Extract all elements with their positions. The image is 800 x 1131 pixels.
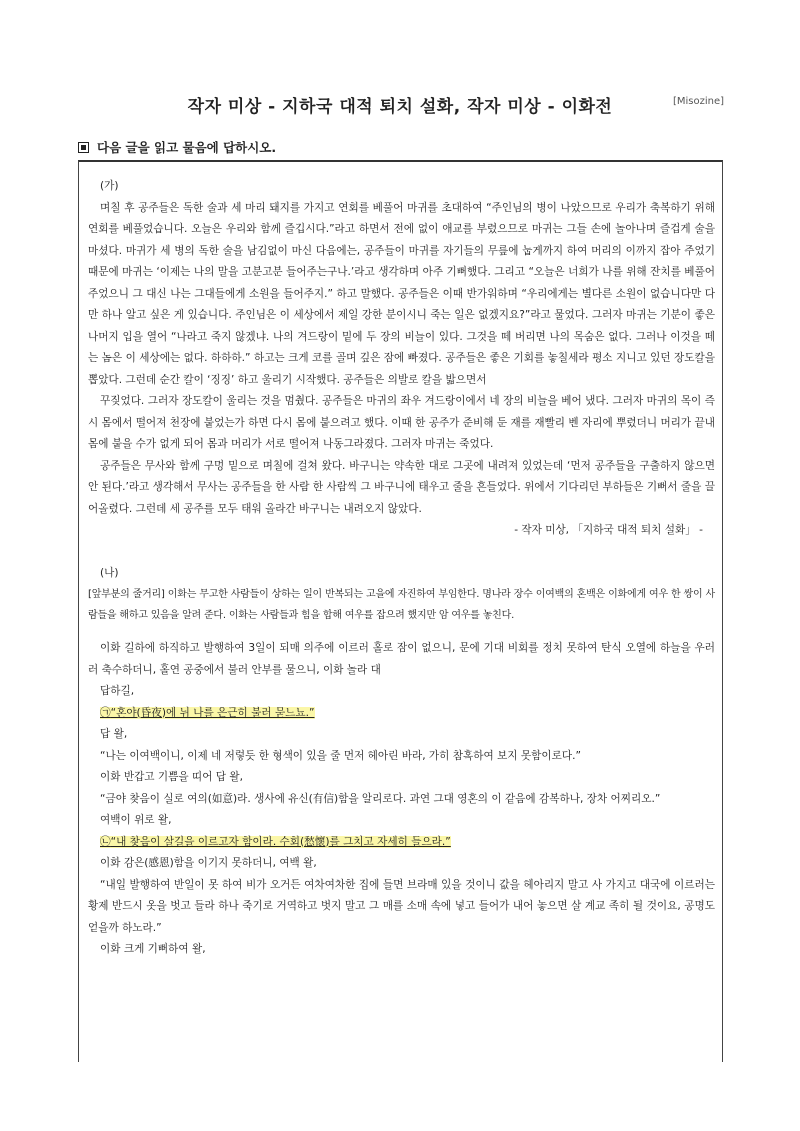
passage-ga-paragraph-1: 며칠 후 공주들은 독한 술과 세 마리 돼지를 가지고 연회를 베풀어 마귀를 초대하여 “주인님의 병이 나았으므로 우리가 축복하기 위해 연회를 베풀었습니다. 오늘은 우리와 함께 즐깁시다.”라고 하면서 전에 없이 애교를 부렸으므로 마귀는 그들 손에 놀아나며 즐겁게 술을 마셨다. 마귀가 세 병의 독한 술을 남김없이 마신 다음에는, 공주들이 마귀를 자기들의 무릎에 눕게까지 하여 머리의 이까지 잡아 주었기 때문에 마귀는 ‘이제는 나의 말을 고분고분 들어주는구나.’라고 생각하며 아주 기뻐했다. 그리고 “오늘은 너희가 나를 위해 잔치를 베풀어 주었으니 그 대신 나는 그대들에게 소원을 들어주지.” 하고 말했다. 공주들은 이때 반가워하며 “우리에게는 별다른 소원이 없습니다만 다만 하나 알고 싶은 게 있습니다. 주인님은 이 세상에서 제일 강한 분이시니 죽는 일은 없겠지요?”라고 물었다. 그러자 마귀는 기분이 좋은 나머지 입을 열어 “나라고 죽지 않겠냐. 나의 겨드랑이 밑에 두 장의 비늘이 있다. 그것을 떼 버리면 나의 목숨은 없다. 그러나 이것을 떼는 놈은 이 세상에는 없다. 하하하.” 하고는 크게 코를 골며 깊은 잠에 빠졌다. 공주들은 좋은 기회를 놓칠세라 평소 지니고 있던 장도칼을 뽑았다. 그런데 순간 칼이 ‘징징’ 하고 울리기 시작했다. 공주들은 의발로 칼을 밟으면서 — [88, 201, 715, 386]
passage-ga-label: (가) — [100, 180, 119, 192]
passage-ga-paragraph-2: 꾸짖었다. 그러자 장도칼이 울리는 것을 멈췄다. 공주들은 마귀의 좌우 겨드랑이에서 네 장의 비늘을 베어 냈다. 그러자 마귀의 목이 즉시 몸에서 떨어져 천장에 붙었는가 하면 다시 몸에 붙으려고 했다. 이때 한 공주가 준비해 둔 재를 재빨리 벤 자리에 뿌렸더니 머리가 끝내 몸에 붙을 수가 없게 되어 몸과 머리가 서로 떨어져 나동그라졌다. 그러자 마귀는 죽었다. — [88, 395, 715, 450]
passage-na-summary: [앞부분의 줄거리] 이화는 무고한 사람들이 상하는 일이 반복되는 고을에 자진하여 부임한다. 명나라 장수 이여백의 혼백은 이화에게 여우 한 쌍이 사람들을 해하고 있음을 알려 준다. 이화는 사람들과 힘을 합해 여우를 잡으려 했지만 암 여우를 놓친다. — [88, 589, 715, 621]
passage-na-paragraph-10: 이화 크게 기뻐하여 왈, — [100, 943, 206, 955]
quote-2-mark: ㉡ — [100, 835, 111, 848]
passage-ga-source: - 작자 미상, 「지하국 대적 퇴치 설화」 - — [514, 524, 703, 536]
quote-1-mark: ㉠ — [100, 706, 111, 719]
passage-na-paragraph-3: 답 왈, — [100, 728, 128, 740]
quote-2-text: “내 찾음이 살길을 이르고자 함이라. 수회(愁懷)를 그치고 자세히 들으라.” — [110, 835, 451, 848]
passage-na-paragraph-8: 이화 감은(感恩)함을 이기지 못하더니, 여백 왈, — [100, 857, 317, 869]
passage-na-paragraph-4: “나는 이여백이니, 이제 네 저렇듯 한 형색이 있을 줄 먼저 헤아린 바라, 가히 참혹하여 보지 못함이로다.” — [100, 749, 581, 762]
passage-na-paragraph-9: “내일 발행하여 반일이 못 하여 비가 오거든 여차여차한 집에 들면 브라매 있을 것이니 값을 헤아리지 말고 사 가지고 대국에 이르러는 황제 반드시 옷을 벗고 들라 하나 죽기로 거역하고 벗지 말고 그 매를 소매 속에 넣고 들어가 내어 놓으면 살 계교 족히 될 것이요, 공명도 얻을까 하노라.” — [88, 878, 715, 934]
passage-na-paragraph-1: 이화 길하에 하직하고 발행하여 3일이 되매 의주에 이르러 홀로 잠이 없으니, 문에 기대 비회를 정치 못하여 탄식 오열에 하늘을 우러러 축수하더니, 홀연 공중에서 불러 안부를 물으니, 이화 놀라 대 — [88, 642, 715, 676]
passage-ga-paragraph-3: 공주들은 무사와 함께 구멍 밑으로 며칠에 걸쳐 왔다. 바구니는 약속한 대로 그곳에 내려져 있었는데 ‘먼저 공주들을 구출하지 않으면 안 된다.’라고 생각해서 무사는 공주들을 한 사람 한 사람씩 그 바구니에 태우고 줄을 흔들었다. 위에서 기다리던 부하들은 기뻐서 줄을 끌어올렸다. 그런데 세 공주를 모두 태워 올라간 바구니는 내려오지 않았다. — [88, 459, 715, 515]
instruction — [78, 138, 276, 156]
passage-na-quote-1 — [88, 703, 715, 725]
passage-na-paragraph-5: 이화 반갑고 기쁨을 띠어 답 왈, — [100, 771, 244, 783]
passage-na-quote-2 — [88, 832, 715, 854]
passage-content — [88, 176, 715, 961]
passage-na-paragraph-2: 답하길, — [100, 685, 135, 697]
brand-label: [Misozine] — [672, 96, 724, 107]
passage-na-label: (나) — [100, 566, 119, 579]
square-bullet-icon — [78, 142, 89, 153]
page-title: 작자 미상 - 지하국 대적 퇴치 설화, 작자 미상 - 이화전 — [187, 97, 613, 117]
quote-1-text: “혼야(昏夜)에 뉘 나를 은근히 불러 묻느뇨.” — [110, 706, 315, 719]
passage-na-paragraph-7: 여백이 위로 왈, — [100, 814, 172, 826]
instruction-text: 다음 글을 읽고 물음에 답하시오. — [97, 140, 277, 155]
passage-na-paragraph-6: “금야 찾음이 실로 여의(如意)라. 생사에 유신(有信)함을 알리로다. 과연 그대 영혼의 이 같음에 감복하나, 장차 어찌리오.” — [100, 792, 661, 805]
